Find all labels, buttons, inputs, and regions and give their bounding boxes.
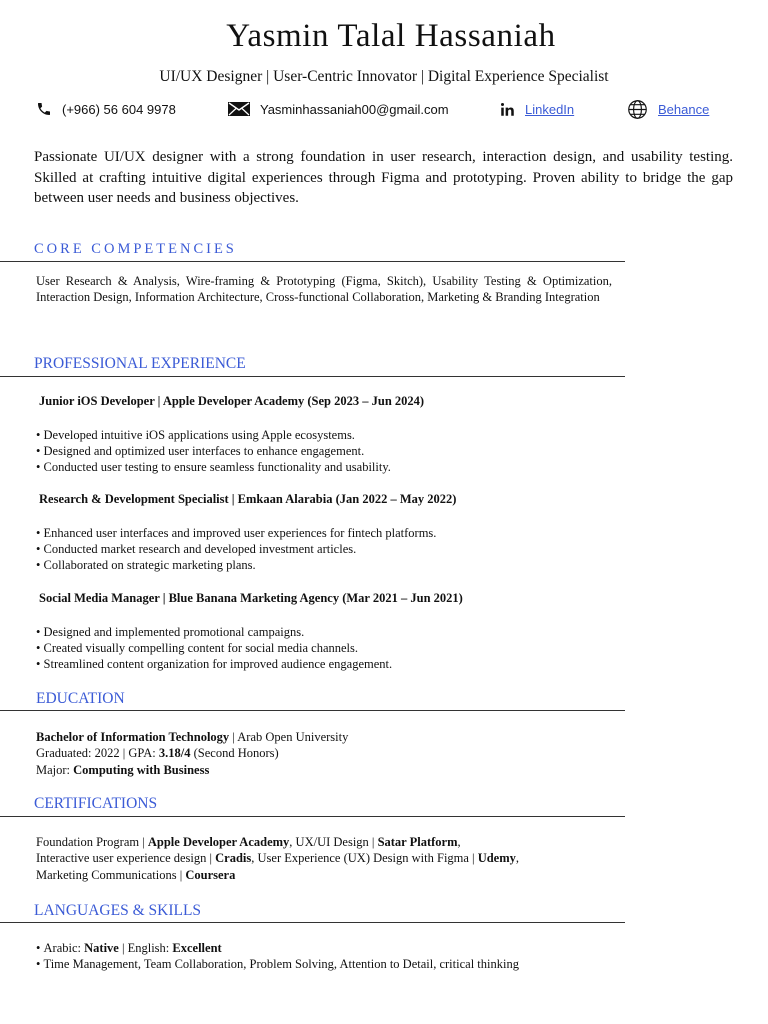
- job-bullets: [36, 427, 391, 476]
- resume-tagline: UI/UX Designer | User-Centric Innovator | Digital Experience Specialist: [159, 68, 609, 85]
- section-divider: [0, 710, 625, 711]
- education-major-line: [36, 762, 612, 778]
- list-item: • Collaborated on strategic marketing plans.: [36, 557, 436, 573]
- cert-text: Interactive user experience design |: [36, 851, 216, 866]
- honors-text: (Second Honors): [190, 746, 279, 761]
- job-title: Research & Development Specialist | Emkaan Alarabia (Jan 2022 – May 2022): [39, 492, 457, 506]
- section-title-languages: LANGUAGES & SKILLS: [34, 902, 202, 919]
- section-divider: [0, 922, 625, 923]
- education-degree-line: [36, 729, 612, 745]
- phone-icon: [36, 101, 52, 117]
- list-item: • Developed intuitive iOS applications using Apple ecosystems.: [36, 427, 391, 443]
- cert-text: Marketing Communications |: [36, 867, 186, 882]
- competencies-text: User Research & Analysis, Wire-framing & Prototyping (Figma, Skitch), Usability Testing & Optimization, Interaction Design, Information Architecture, Cross-functional Collaboration, Marketing & Branding Integration: [36, 274, 612, 305]
- list-item: • Designed and implemented promotional campaigns.: [36, 624, 392, 640]
- list-item: • Enhanced user interfaces and improved user experiences for fintech platforms.: [36, 525, 436, 541]
- list-item: • Designed and optimized user interfaces to enhance engagement.: [36, 443, 391, 459]
- contact-email[interactable]: [228, 98, 449, 120]
- cert-line: [36, 850, 612, 866]
- job-bullets: [36, 525, 436, 574]
- languages-skills-list: [36, 940, 519, 972]
- degree-name: Bachelor of Information Technology: [36, 730, 230, 744]
- cert-text: , UX/UI Design |: [289, 835, 378, 849]
- graduated-label: Graduated: 2022 | GPA:: [36, 746, 159, 761]
- language-label: | English:: [118, 941, 173, 955]
- list-item: • Conducted market research and developed investment articles.: [36, 541, 436, 557]
- list-item: • Time Management, Team Collaboration, Problem Solving, Attention to Detail, critical thinking: [36, 956, 519, 972]
- phone-text: (+966) 56 604 9978: [62, 101, 176, 117]
- list-item: • Streamlined content organization for improved audience engagement.: [36, 656, 392, 672]
- globe-icon: [627, 99, 648, 120]
- education-gpa-line: [36, 745, 612, 761]
- cert-text: Foundation Program |: [36, 835, 148, 849]
- resume-name: Yasmin Talal Hassaniah: [226, 18, 556, 54]
- cert-issuer: Satar Platform: [377, 835, 458, 849]
- envelope-icon: [228, 102, 250, 116]
- cert-text: , User Experience (UX) Design with Figma |: [251, 851, 478, 866]
- major-label: Major:: [36, 762, 74, 777]
- summary-paragraph: Passionate UI/UX designer with a strong foundation in user research, interaction design, and usability testing. Skilled at crafting intuitive digital experiences through Figma and prototyping. Proven ability to bridge the gap between user needs and business objectives.: [34, 149, 733, 206]
- language-label: Arabic:: [43, 941, 85, 955]
- contact-linkedin[interactable]: [500, 98, 574, 120]
- job-bullets: [36, 624, 392, 673]
- linkedin-icon: [500, 102, 515, 117]
- school-name: Arab Open University: [237, 730, 349, 744]
- language-level: Native: [84, 941, 119, 955]
- section-title-education: EDUCATION: [36, 690, 125, 707]
- behance-link[interactable]: Behance: [658, 101, 710, 117]
- section-divider: [0, 816, 625, 817]
- cert-issuer: Udemy: [477, 851, 516, 866]
- contact-phone: [36, 98, 176, 120]
- cert-issuer: Apple Developer Academy: [147, 835, 290, 849]
- section-title-competencies: CORE COMPETENCIES: [34, 241, 237, 257]
- cert-line: [36, 867, 612, 883]
- cert-line: [36, 834, 612, 850]
- education-details: [36, 729, 612, 778]
- section-divider: [0, 261, 625, 262]
- cert-text: ,: [515, 851, 520, 866]
- major-value: Computing with Business: [73, 762, 210, 777]
- linkedin-link[interactable]: LinkedIn: [525, 101, 575, 117]
- section-title-experience: PROFESSIONAL EXPERIENCE: [34, 355, 246, 372]
- cert-issuer: Cradis: [215, 851, 252, 866]
- gpa-value: 3.18/4: [158, 746, 191, 761]
- language-level: Excellent: [172, 941, 222, 955]
- job-title: Social Media Manager | Blue Banana Marketing Agency (Mar 2021 – Jun 2021): [39, 591, 463, 605]
- contact-behance[interactable]: [627, 98, 709, 120]
- job-title: Junior iOS Developer | Apple Developer Academy (Sep 2023 – Jun 2024): [39, 394, 425, 408]
- separator: |: [229, 730, 238, 744]
- list-item: • Created visually compelling content for social media channels.: [36, 640, 392, 656]
- cert-text: ,: [457, 835, 461, 849]
- certifications-details: [36, 834, 612, 883]
- section-title-certifications: CERTIFICATIONS: [34, 795, 158, 812]
- list-item: [36, 940, 519, 956]
- list-item: • Conducted user testing to ensure seamless functionality and usability.: [36, 459, 391, 475]
- cert-issuer: Coursera: [185, 867, 236, 882]
- email-text[interactable]: Yasminhassaniah00@gmail.com: [260, 101, 449, 117]
- section-divider: [0, 376, 625, 377]
